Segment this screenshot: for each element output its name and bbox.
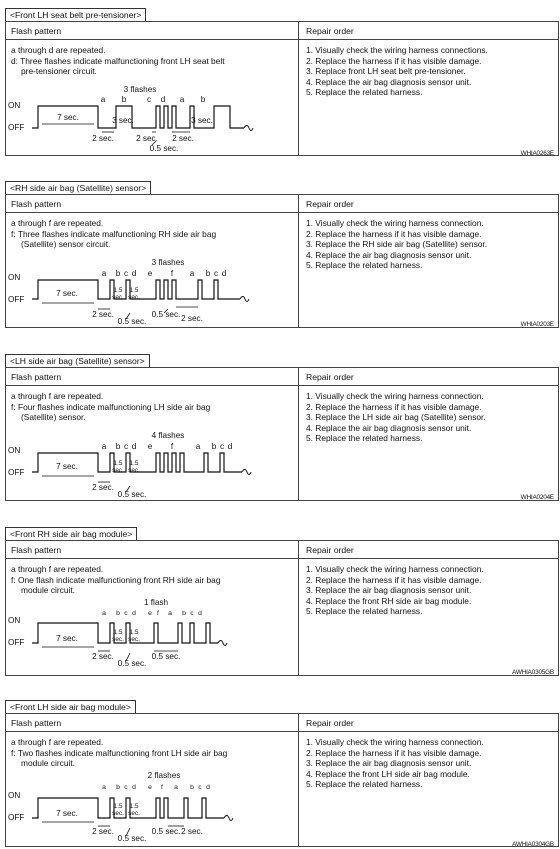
flash-pattern-header: Flash pattern [11, 26, 62, 36]
section-front-lh-side-module [5, 700, 559, 848]
on-label: ON [8, 446, 21, 455]
repair-order-header: Repair order [306, 26, 354, 36]
repair-step: 2. Replace the harness if it has visible damage. [306, 55, 482, 66]
label-a: a [101, 442, 107, 451]
repair-step: 4. Replace the air bag diagnosis sensor unit. [306, 76, 472, 87]
two-sec-label: 2 sec. [181, 827, 203, 836]
repair-order-header: Repair order [306, 545, 354, 555]
flash-description [11, 737, 291, 769]
desc-line: a through f are repeated. [11, 737, 104, 747]
label-c: c [123, 442, 129, 451]
repair-step: 3. Replace the RH side air bag (Satellite) sensor. [306, 239, 488, 250]
column-divider [298, 22, 299, 155]
label-b: b [121, 95, 127, 104]
label-b: b [116, 784, 120, 791]
repair-step: 2. Replace the harness if it has visible damage. [306, 401, 482, 412]
half-sec-label: 0.5 sec. [151, 652, 181, 661]
desc-line: f: One flash indicate malfunctioning front RH side air bag [11, 574, 221, 585]
off-label: OFF [8, 295, 25, 304]
label-c: c [146, 95, 152, 104]
desc-line: module circuit. [21, 585, 75, 596]
label-e: e [147, 442, 153, 451]
repair-steps [306, 737, 556, 790]
flash-count-label: 4 flashes [151, 431, 185, 440]
repair-step: 1. Visually check the wiring harness connection. [306, 737, 484, 747]
label-b: b [115, 442, 121, 451]
label-c: c [124, 784, 128, 791]
section-front-rh-side-module [5, 527, 559, 677]
label-d: d [131, 269, 137, 278]
half-sec-label: 0.5 sec. [151, 827, 181, 836]
one-five-sec-label: 1.5 [129, 287, 139, 294]
repair-step: 4. Replace the front LH side air bag module. [306, 768, 470, 779]
flash-table [5, 540, 559, 676]
one-five-sec-label: sec. [112, 294, 124, 301]
label-f: f [170, 269, 174, 278]
repair-step: 4. Replace the front RH side air bag module. [306, 595, 472, 606]
flash-timing-diagram [6, 595, 296, 675]
off-label: OFF [8, 638, 25, 647]
repair-steps [306, 218, 556, 271]
desc-line: (Satellite) sensor circuit. [21, 239, 111, 250]
table-header [6, 195, 558, 213]
seven-sec-label: 7 sec. [57, 113, 79, 122]
seven-sec-label: 7 sec. [56, 634, 78, 643]
three-sec-label: 3 sec. [191, 116, 213, 125]
desc-line: a through f are repeated. [11, 391, 104, 401]
desc-line: (Satellite) sensor. [21, 412, 86, 423]
label-d: d [221, 269, 227, 278]
repair-step: 3. Replace the LH side air bag (Satellite) sensor. [306, 412, 486, 423]
figure-code: AWHIA0304GB [512, 841, 554, 848]
flash-count-label: 2 flashes [147, 771, 181, 780]
label-a: a [189, 269, 195, 278]
repair-steps [306, 391, 556, 444]
label-c: c [124, 610, 128, 617]
label-b: b [190, 784, 194, 791]
one-five-sec-label: 1.5 [129, 460, 139, 467]
figure-code: WHIA0263E [520, 150, 554, 157]
repair-step: 5. Replace the related harness. [306, 779, 423, 790]
repair-step: 1. Visually check the wiring harness connection. [306, 218, 484, 228]
desc-line: module circuit. [21, 758, 75, 769]
one-five-sec-label: 1.5 [113, 460, 123, 467]
repair-order-header: Repair order [306, 718, 354, 728]
flash-table [5, 367, 559, 501]
label-c: c [123, 269, 129, 278]
flash-count-label: 3 flashes [151, 258, 185, 267]
figure-code: WHIA0204E [520, 494, 554, 501]
two-sec-label: 2 sec. [92, 827, 114, 836]
one-five-sec-label: 1.5 [113, 629, 123, 636]
flash-table [5, 713, 559, 847]
label-a: a [168, 610, 172, 617]
on-label: ON [8, 791, 21, 800]
label-d: d [206, 784, 210, 791]
one-five-sec-label: sec. [128, 810, 140, 817]
label-a: a [179, 95, 185, 104]
label-a: a [102, 784, 106, 791]
one-five-sec-label: 1.5 [129, 803, 139, 810]
label-d: d [131, 442, 137, 451]
repair-step: 5. Replace the related harness. [306, 433, 423, 444]
column-divider [298, 541, 299, 675]
two-sec-label: 2 sec. [92, 483, 114, 492]
label-f: f [157, 610, 159, 617]
repair-step: 2. Replace the harness if it has visible damage. [306, 747, 482, 758]
label-f: f [170, 442, 174, 451]
repair-order-header: Repair order [306, 372, 354, 382]
off-label: OFF [8, 123, 25, 132]
repair-step: 5. Replace the related harness. [306, 260, 423, 271]
two-sec-label: 2 sec. [92, 134, 114, 143]
repair-step: 3. Replace the air bag diagnosis sensor unit. [306, 758, 472, 769]
one-five-sec-label: sec. [128, 294, 140, 301]
one-five-sec-label: 1.5 [113, 287, 123, 294]
label-c: c [219, 442, 225, 451]
desc-line: a through f are repeated. [11, 564, 104, 574]
repair-step: 3. Replace the air bag diagnosis sensor unit. [306, 585, 472, 596]
label-a: a [101, 269, 107, 278]
column-divider [298, 368, 299, 500]
off-label: OFF [8, 813, 25, 822]
label-b: b [211, 442, 217, 451]
two-sec-label: 2 sec. [181, 314, 203, 323]
flash-pattern-header: Flash pattern [11, 718, 62, 728]
flash-description [11, 391, 291, 423]
one-five-sec-label: 1.5 [129, 629, 139, 636]
desc-line: a through f are repeated. [11, 218, 104, 228]
seven-sec-label: 7 sec. [56, 462, 78, 471]
label-d: d [132, 610, 136, 617]
section-front-lh-seat-belt [5, 8, 559, 158]
desc-line: a through d are repeated. [11, 45, 106, 55]
flash-count-label: 1 flash [143, 598, 169, 607]
label-b: b [205, 269, 211, 278]
two-sec-label: 2 sec. [172, 134, 194, 143]
two-sec-label: 2 sec. [92, 652, 114, 661]
two-sec-label: 2 sec. [92, 310, 114, 319]
label-a: a [102, 610, 106, 617]
figure-code: WHIA0203E [520, 321, 554, 328]
repair-step: 5. Replace the related harness. [306, 606, 423, 617]
two-sec-label: 2 sec. [136, 134, 158, 143]
one-five-sec-label: sec. [112, 636, 124, 643]
flash-timing-diagram [6, 247, 296, 327]
label-b: b [200, 95, 206, 104]
half-sec-label: 0.5 sec. [117, 317, 147, 326]
repair-step: 3. Replace front LH seat belt pre-tensioner. [306, 66, 466, 77]
flash-pattern-header: Flash pattern [11, 199, 62, 209]
desc-line: pre-tensioner circuit. [21, 66, 97, 77]
repair-steps [306, 45, 556, 98]
one-five-sec-label: 1.5 [113, 803, 123, 810]
half-sec-label: 0.5 sec. [117, 834, 147, 843]
repair-step: 1. Visually check the wiring harness connection. [306, 391, 484, 401]
flash-timing-diagram [6, 78, 296, 158]
label-f: f [161, 784, 163, 791]
desc-line: d: Three flashes indicate malfunctioning front LH seat belt [11, 55, 225, 66]
label-a: a [174, 784, 178, 791]
flash-table [5, 21, 559, 156]
flash-pattern-header: Flash pattern [11, 545, 62, 555]
column-divider [298, 195, 299, 327]
repair-step: 1. Visually check the wiring harness connection. [306, 564, 484, 574]
section-title: <Front RH side air bag module> [5, 527, 137, 541]
label-b: b [115, 269, 121, 278]
label-a: a [195, 442, 201, 451]
flash-description [11, 564, 291, 596]
half-sec-label: 0.5 sec. [149, 144, 179, 153]
on-label: ON [8, 273, 21, 282]
label-c: c [190, 610, 194, 617]
label-b: b [116, 610, 120, 617]
repair-step: 1. Visually check the wiring harness connections. [306, 45, 488, 55]
table-header [6, 714, 558, 732]
desc-line: f: Two flashes indicate malfunctioning front LH side air bag [11, 747, 228, 758]
seven-sec-label: 7 sec. [56, 289, 78, 298]
table-header [6, 368, 558, 386]
column-divider [298, 714, 299, 846]
table-header [6, 22, 558, 40]
label-d: d [132, 784, 136, 791]
section-title: <RH side air bag (Satellite) sensor> [5, 181, 151, 195]
flash-count-label: 3 flashes [123, 85, 157, 94]
repair-step: 2. Replace the harness if it has visible damage. [306, 574, 482, 585]
one-five-sec-label: sec. [128, 467, 140, 474]
one-five-sec-label: sec. [112, 810, 124, 817]
label-e: e [148, 784, 152, 791]
flash-description [11, 45, 291, 77]
section-title: <Front LH seat belt pre-tensioner> [5, 8, 146, 22]
figure-code: AWHIA0305GB [512, 669, 554, 676]
desc-line: f: Three flashes indicate malfunctioning RH side air bag [11, 228, 217, 239]
seven-sec-label: 7 sec. [56, 809, 78, 818]
flash-pattern-header: Flash pattern [11, 372, 62, 382]
repair-steps [306, 564, 556, 617]
half-sec-label: 0.5 sec. [151, 310, 181, 319]
label-a: a [100, 95, 106, 104]
three-sec-label: 3 sec. [112, 116, 134, 125]
half-sec-label: 0.5 sec. [117, 659, 147, 668]
half-sec-label: 0.5 sec. [117, 490, 147, 499]
on-label: ON [8, 616, 21, 625]
label-b: b [182, 610, 186, 617]
desc-line: f: Four flashes indicate malfunctioning LH side air bag [11, 401, 211, 412]
label-e: e [147, 269, 153, 278]
repair-step: 4. Replace the air bag diagnosis sensor unit. [306, 422, 472, 433]
label-d: d [198, 610, 202, 617]
flash-timing-diagram [6, 766, 296, 846]
one-five-sec-label: sec. [112, 467, 124, 474]
repair-step: 5. Replace the related harness. [306, 87, 423, 98]
label-c: c [198, 784, 202, 791]
flash-description [11, 218, 291, 250]
flash-table [5, 194, 559, 328]
repair-order-header: Repair order [306, 199, 354, 209]
repair-step: 2. Replace the harness if it has visible damage. [306, 228, 482, 239]
section-lh-side-satellite [5, 354, 559, 504]
label-d: d [227, 442, 233, 451]
section-title: <Front LH side air bag module> [5, 700, 136, 714]
repair-step: 4. Replace the air bag diagnosis sensor unit. [306, 249, 472, 260]
section-rh-side-satellite [5, 181, 559, 331]
on-label: ON [8, 101, 21, 110]
off-label: OFF [8, 468, 25, 477]
section-title: <LH side air bag (Satellite) sensor> [5, 354, 150, 368]
label-e: e [148, 610, 152, 617]
table-header [6, 541, 558, 559]
one-five-sec-label: sec. [128, 636, 140, 643]
flash-timing-diagram [6, 420, 296, 500]
label-d: d [160, 95, 166, 104]
label-c: c [213, 269, 219, 278]
